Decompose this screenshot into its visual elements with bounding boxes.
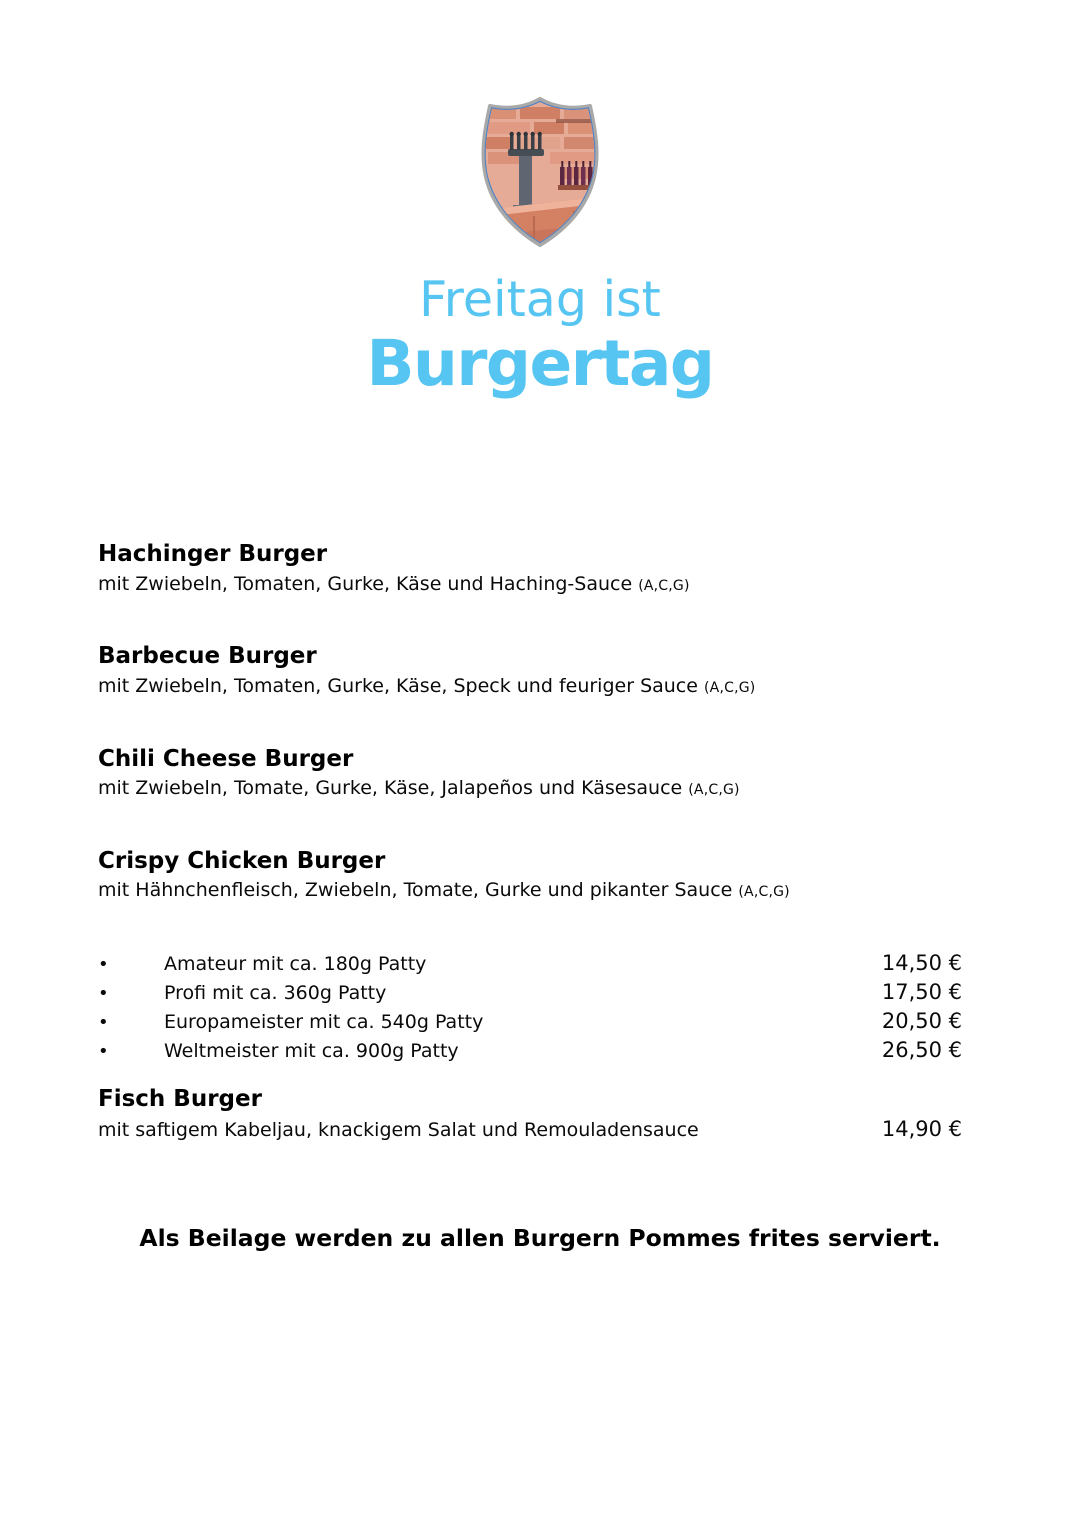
size-options-list [98,951,962,1067]
description-text: mit Zwiebeln, Tomaten, Gurke, Käse und Haching-Sauce [98,572,633,595]
size-option-row [98,980,962,1009]
size-option-label: Profi mit ca. 360g Patty [164,982,387,1005]
description-text: mit saftigem Kabeljau, knackigem Salat und Remouladensauce [98,1118,699,1141]
section-description [98,674,962,699]
fisch-price: 14,90 € [881,1116,962,1141]
burger-section-hachinger [98,541,962,596]
header-logo-wrap [0,0,1080,251]
section-name: Crispy Chicken Burger [98,847,386,874]
bullet-icon: • [98,983,109,1005]
allergen-code: (A,C,G) [738,884,790,901]
size-option-row [98,951,962,980]
section-name: Hachinger Burger [98,541,328,567]
bullet-icon: • [98,1012,109,1034]
description-text: mit Hähnchenfleisch, Zwiebeln, Tomate, Gurke und pikanter Sauce [98,879,733,902]
burger-section-fisch [98,1086,962,1142]
description-text: mit Zwiebeln, Tomaten, Gurke, Käse, Speck und feuriger Sauce [98,674,698,697]
size-option-row [98,1009,962,1038]
size-option-price: 20,50 € [881,1009,962,1034]
bullet-icon: • [98,1041,109,1063]
menu-content [0,541,1080,1142]
side-dish-note: Als Beilage werden zu allen Burgern Pommes frites serviert. [139,1224,941,1253]
description-text: mit Zwiebeln, Tomate, Gurke, Käse, Jalapeños und Käsesauce [98,777,683,800]
allergen-code: (A,C,G) [688,782,740,799]
menu-subtitle: Freitag ist [419,271,661,328]
size-option-label: Amateur mit ca. 180g Patty [164,953,427,976]
fisch-description-row [98,1117,962,1143]
section-name: Fisch Burger [98,1086,262,1113]
section-description [98,878,962,903]
size-option-row [98,1038,962,1067]
section-description [98,776,962,801]
allergen-code: (A,C,G) [638,577,690,594]
burger-section-barbecue [98,643,962,698]
size-option-price: 17,50 € [881,980,962,1005]
section-name: Barbecue Burger [98,643,317,670]
section-name: Chili Cheese Burger [98,745,354,772]
allergen-code: (A,C,G) [704,679,756,696]
bullet-icon: • [98,954,109,976]
section-description [98,572,962,597]
menu-title: Burgertag [366,327,714,400]
size-option-price: 14,50 € [881,951,962,976]
size-option-label: Europameister mit ca. 540g Patty [164,1011,484,1034]
burger-section-chili-cheese [98,746,962,801]
size-option-price: 26,50 € [881,1038,962,1063]
bar-crest-shield-icon [464,93,616,251]
size-option-label: Weltmeister mit ca. 900g Patty [164,1040,459,1063]
burger-section-crispy-chicken [98,848,962,903]
